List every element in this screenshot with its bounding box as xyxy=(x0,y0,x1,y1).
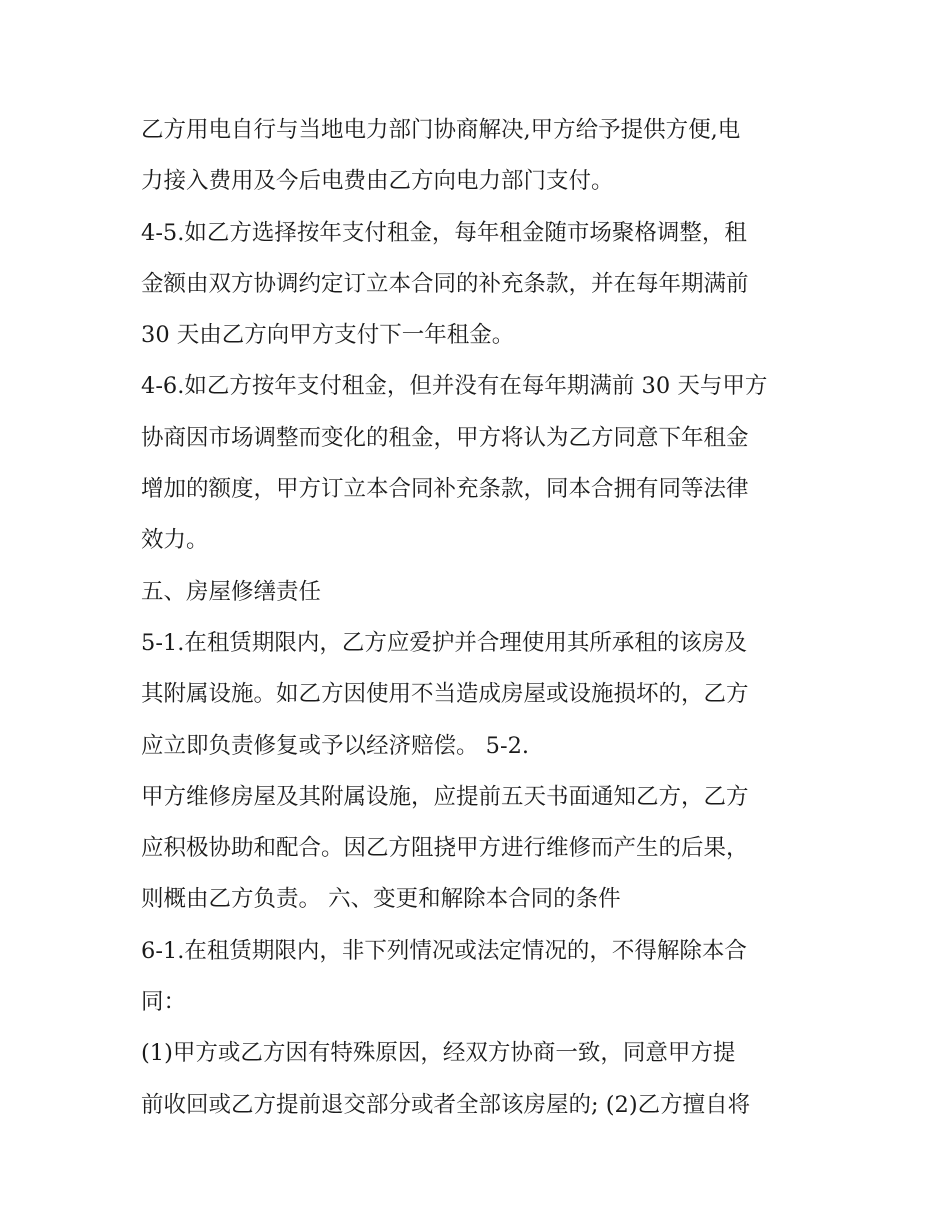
text-line: 效力。 xyxy=(141,527,209,554)
text-line: 应立即负责修复或予以经济赔偿。 5-2. xyxy=(141,732,530,759)
clause-5-1-line: 5-1.在租赁期限内，乙方应爱护并合理使用其所承租的该房及 xyxy=(141,629,747,656)
text-line: 前收回或乙方提前退交部分或者全部该房屋的; (2)乙方擅自将 xyxy=(141,1091,751,1118)
section-heading-5: 五、房屋修缮责任 xyxy=(141,578,322,605)
text-line: 30 天由乙方向甲方支付下一年租金。 xyxy=(141,322,515,349)
text-line: 同： xyxy=(141,989,187,1016)
text-line: 力接入费用及今后电费由乙方向电力部门支付。 xyxy=(141,168,614,195)
clause-4-6-line: 4-6.如乙方按年支付租金，但并没有在每年期满前 30 天与甲方 xyxy=(141,373,768,400)
text-line: 金额由双方协调约定订立本合同的补充条款，并在每年期满前 xyxy=(141,270,749,297)
text-line: 增加的额度，甲方订立本合同补充条款，同本合拥有同等法律 xyxy=(141,476,749,503)
clause-6-1-line: 6-1.在租赁期限内，非下列情况或法定情况的，不得解除本合 xyxy=(141,937,747,964)
text-line: (1)甲方或乙方因有特殊原因，经双方协商一致，同意甲方提 xyxy=(141,1040,736,1067)
text-line: 应积极协助和配合。因乙方阻挠甲方进行维修而产生的后果， xyxy=(141,835,749,862)
text-line: 则概由乙方负责。 六、变更和解除本合同的条件 xyxy=(141,886,621,913)
text-line: 乙方用电自行与当地电力部门协商解决,甲方给予提供方便,电 xyxy=(141,117,741,143)
text-line: 甲方维修房屋及其附属设施，应提前五天书面通知乙方，乙方 xyxy=(141,783,749,810)
text-line: 其附属设施。如乙方因使用不当造成房屋或设施损坏的，乙方 xyxy=(141,681,749,708)
clause-4-5-line: 4-5.如乙方选择按年支付租金，每年租金随市场聚格调整，租 xyxy=(141,219,747,246)
text-line: 协商因市场调整而变化的租金，甲方将认为乙方同意下年租金 xyxy=(141,424,749,451)
contract-text-body xyxy=(141,105,821,1131)
